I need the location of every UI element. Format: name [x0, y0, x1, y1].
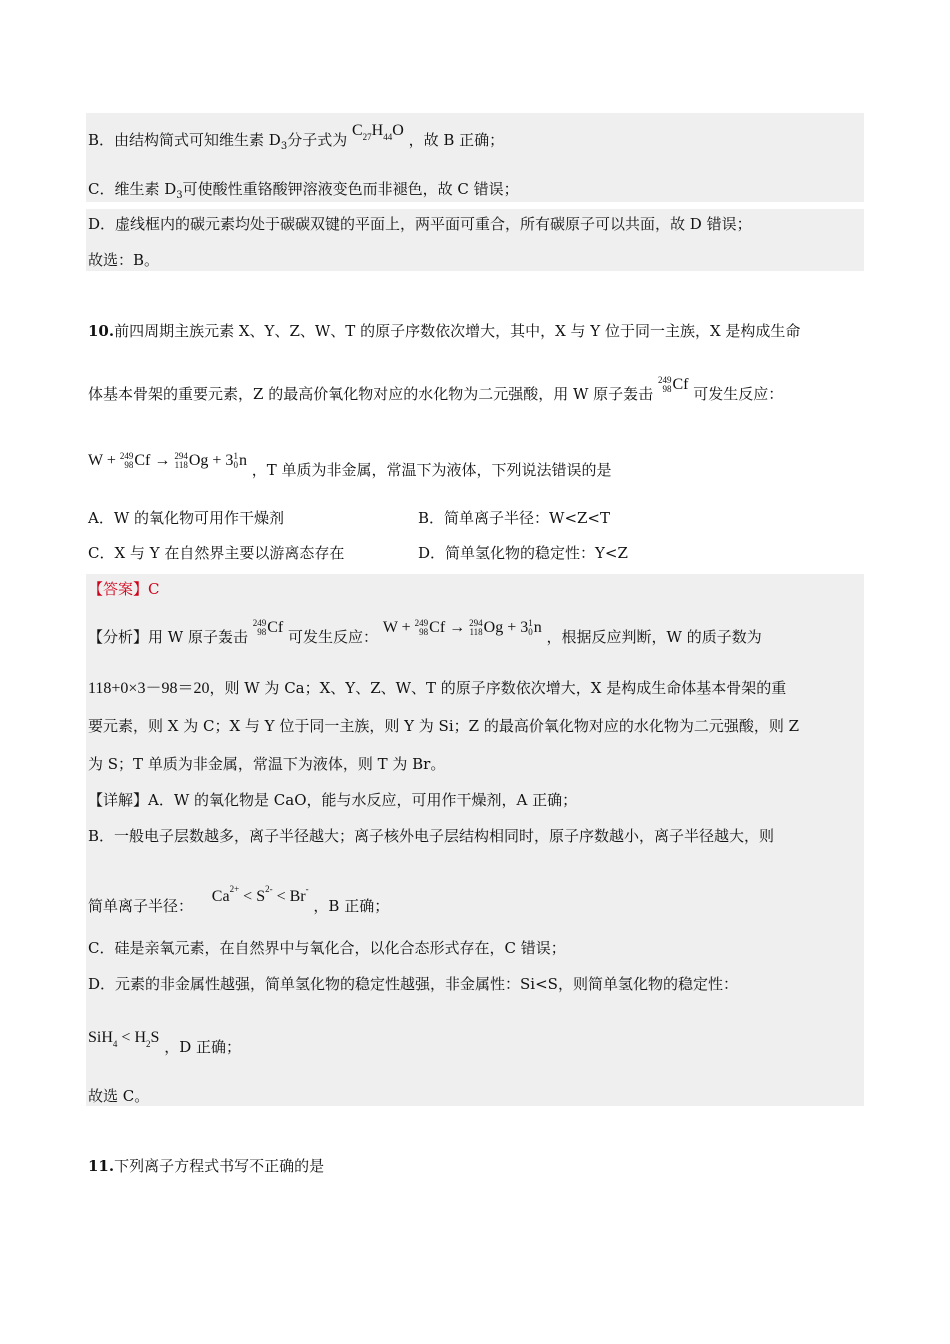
- analysis-line2: 118+0×3－98＝20，则 W 为 Ca；X、Y、Z、W、T 的原子序数依次增大，X 是构成生命体基本骨架的重: [88, 679, 787, 697]
- q10-number: 10.: [88, 322, 115, 340]
- q11-line: 11.下列离子方程式书写不正确的是: [88, 1157, 325, 1175]
- answer-choice: 故选 C。: [88, 1087, 150, 1105]
- detail-a: 【详解】A．W 的氧化物是 CaO，能与水反应，可用作干燥剂，A 正确；: [88, 791, 578, 809]
- analysis-line3: 要元素，则 X 为 C；X 与 Y 位于同一主族，则 Y 为 Si；Z 的最高价氧化物对应的水化物为二元强酸，则 Z: [88, 717, 800, 735]
- q10-option-c: C．X 与 Y 在自然界主要以游离态存在: [88, 544, 345, 562]
- answer-label: 【答案】C: [88, 580, 160, 598]
- q11-number: 11.: [88, 1157, 115, 1175]
- detail-b1: B．一般电子层数越多，离子半径越大；离子核外电子层结构相同时，原子序数越小，离子半径越大，则: [88, 827, 775, 845]
- hydride-inequality: $SiH_4 < H_2S$: [88, 1029, 160, 1049]
- q10-line1: 10.前四周期主族元素 X、Y、Z、W、T 的原子序数依次增大，其中，X 与 Y 位于同一主族，X 是构成生命: [88, 322, 801, 340]
- analysis-line4: 为 S；T 单质为非金属，常温下为液体，则 T 为 Br。: [88, 755, 446, 773]
- q10-option-b: B．简单离子半径：W<Z<T: [418, 509, 611, 527]
- q10-option-d: D．简单氢化物的稳定性：Y<Z: [418, 544, 628, 562]
- detail-d1: D．元素的非金属性越强，简单氢化物的稳定性越强，非金属性：Si<S，则简单氢化物的稳定性：: [88, 975, 738, 993]
- prev-option-c: C．维生素 $D_3$可使酸性重铬酸钾溶液变色而非褪色，故 C 错误；: [88, 180, 519, 201]
- prev-choice: 故选：B。: [88, 251, 160, 269]
- ion-radius-inequality: $Ca^{2+} < S^{2-} < Br^-$: [211, 884, 309, 905]
- nuclear-equation-2: W + 249 98Cf → 294 118Og + 31 0n: [382, 618, 542, 638]
- q10-line3: W + 249 98Cf → 294 118Og + 31 0n ，T 单质为非金属，常温下为液体，下列说法错误的是: [88, 451, 612, 479]
- nuclide-cf: 249 98Cf: [657, 375, 689, 395]
- q10-line2: 体基本骨架的重要元素，Z 的最高价氧化物对应的水化物为二元强酸，用 W 原子轰击 249 98Cf 可发生反应：: [88, 375, 784, 403]
- prev-option-b: B．由结构简式可知维生素 $D_3$分子式为 $C_{27}H_{44}O$ ，故 B 正确；: [88, 122, 505, 152]
- analysis-line1: 【分析】用 W 原子轰击 249 98Cf 可发生反应： W + 249 98Cf → 294 118Og + 31 0n ，根据反应判断，W 的质子数为: [88, 618, 762, 646]
- detail-b2: 简单离子半径： $Ca^{2+} < S^{2-} < Br^-$ ，B 正确；: [88, 889, 389, 917]
- nuclear-equation: W + 249 98Cf → 294 118Og + 31 0n: [88, 451, 247, 471]
- detail-d2: $SiH_4 < H_2S$ ，D 正确；: [88, 1029, 241, 1056]
- formula-c27h44o: $C_{27}H_{44}O$: [352, 122, 404, 142]
- proton-calc: 118+0×3－98＝20: [88, 680, 210, 697]
- q10-option-a: A．W 的氧化物可用作干燥剂: [88, 509, 285, 527]
- prev-option-d: D．虚线框内的碳元素均处于碳碳双键的平面上，两平面可重合，所有碳原子可以共面，故 D 错误；: [88, 215, 752, 233]
- detail-c: C．硅是亲氧元素，在自然界中与氧化合，以化合态形式存在，C 错误；: [88, 939, 566, 957]
- nuclide-cf-2: 249 98Cf: [252, 618, 284, 638]
